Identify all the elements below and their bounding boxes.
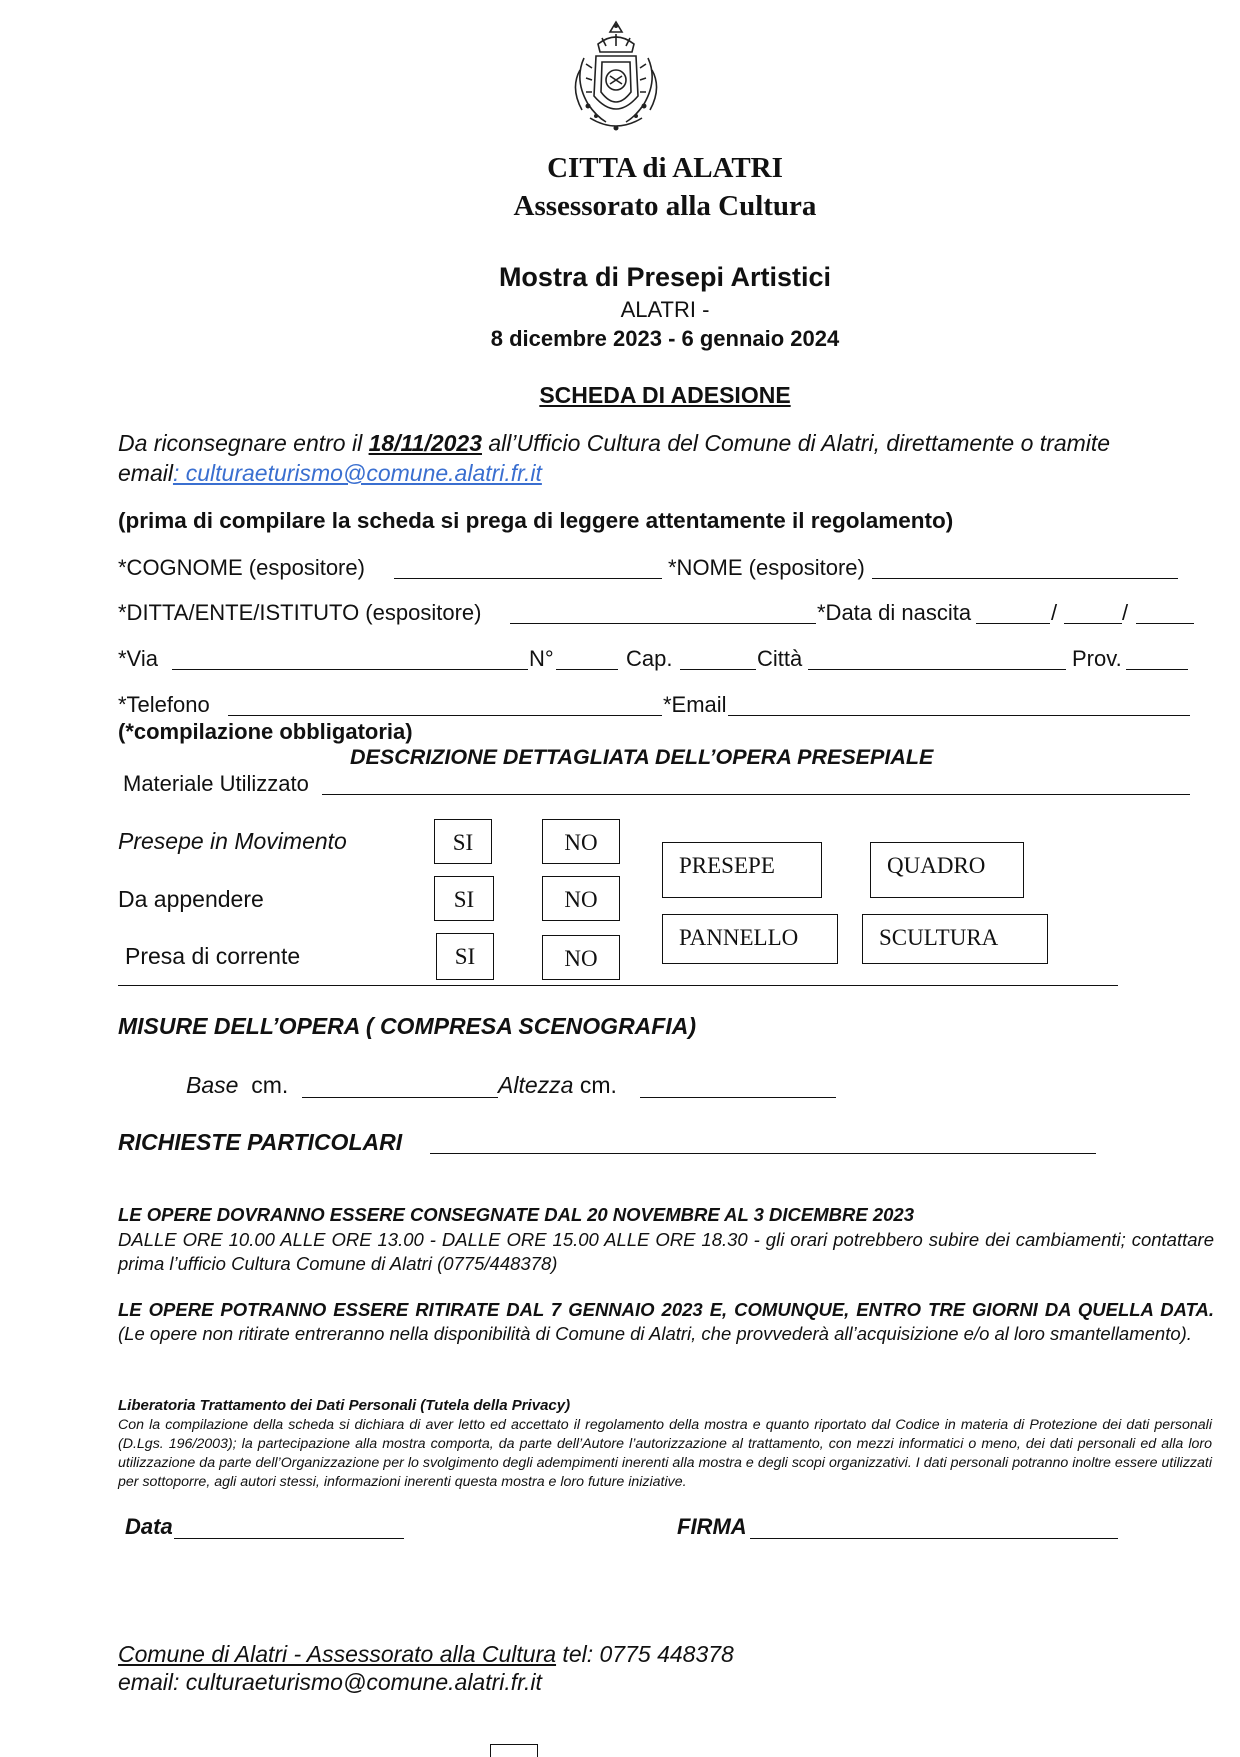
event-dates: 8 dicembre 2023 - 6 gennaio 2024 — [490, 326, 840, 351]
corrente-si-label: SI — [454, 944, 476, 969]
event-place: ALATRI - — [620, 297, 710, 322]
altezza-unit: cm. — [579, 1072, 617, 1098]
email-label: *Email — [663, 692, 727, 717]
base-unit: cm. — [251, 1072, 289, 1098]
separator-line — [118, 985, 1118, 986]
material-field[interactable] — [322, 794, 1190, 795]
intro-line-2 — [118, 460, 542, 487]
cap-label: Cap. — [626, 646, 673, 671]
privacy-title: Liberatoria Trattamento dei Dati Personali (Tutela della Privacy) — [118, 1397, 571, 1414]
corrente-no-label: NO — [564, 946, 598, 971]
footer-line-1 — [118, 1641, 734, 1668]
altezza-row — [498, 1072, 617, 1099]
description-title: DESCRIZIONE DETTAGLIATA DELL’OPERA PRESEPIALE — [350, 745, 934, 769]
intro-line-1 — [118, 430, 1110, 457]
delivery-text: DALLE ORE 10.00 ALLE ORE 13.00 - DALLE ORE 15.00 ALLE ORE 18.30 - gli orari potrebbero subire dei cambiamenti; contattare prima l’ufficio Cultura Comune di Alatri (0775/448378) — [118, 1229, 1214, 1274]
privacy-text: Con la compilazione della scheda si dichiara di aver letto ed accettato il regolamento della mostra e quanto riportato dal Codice in materia di Protezione dei dati personali (D.Lgs. 196/2003); la partecipazione alla mostra comporta, da parte dell’Autore l’autorizzazione al trattamento, con mezzi informatici o meno, dei dati personali ed alla loro utilizzazione da parte dell’Organizzazione per lo svolgimento degli adempimenti inerenti alla mostra e degli scopi organizzativi. I dati personali potranno inoltre essere utilizzati per sottoporre, agli autori stessi, informazioni inerenti questa mostra e loro future iniziative. — [118, 1417, 1212, 1490]
coat-of-arms-crest-icon — [566, 18, 666, 136]
footer-email: email: culturaeturismo@comune.alatri.fr.it — [118, 1669, 542, 1695]
form-title: SCHEDA DI ADESIONE — [539, 382, 791, 408]
nascita-day-field[interactable] — [976, 623, 1050, 624]
nascita-label: *Data di nascita — [817, 600, 972, 625]
type-pannello-box[interactable] — [662, 914, 838, 964]
corrente-no-box[interactable] — [542, 935, 620, 980]
intro-email-link[interactable]: : culturaeturismo@comune.alatri.fr.it — [172, 460, 542, 486]
cognome-field[interactable] — [394, 578, 662, 579]
numero-field[interactable] — [556, 669, 618, 670]
altezza-label: Altezza — [498, 1072, 574, 1098]
requests-field[interactable] — [430, 1153, 1096, 1154]
email-field[interactable] — [728, 715, 1190, 716]
appendere-label: Da appendere — [118, 886, 264, 912]
via-field[interactable] — [172, 669, 528, 670]
corrente-label: Presa di corrente — [125, 943, 301, 969]
intro-prefix: Da riconsegnare entro il — [118, 430, 369, 456]
type-scultura-label: SCULTURA — [879, 925, 999, 950]
date-slash-2: / — [1122, 600, 1129, 625]
firma-field[interactable] — [750, 1538, 1118, 1539]
type-pannello-label: PANNELLO — [679, 925, 799, 950]
base-field[interactable] — [302, 1097, 498, 1098]
mandatory-note: (*compilazione obbligatoria) — [118, 719, 413, 744]
movimento-si-label: SI — [452, 830, 474, 855]
type-scultura-box[interactable] — [862, 914, 1048, 964]
department-name: Assessorato alla Cultura — [513, 190, 817, 222]
nome-label: *NOME (espositore) — [668, 555, 865, 580]
appendere-no-box[interactable] — [542, 876, 620, 921]
corrente-si-box[interactable] — [436, 933, 494, 980]
base-label: Base — [186, 1072, 239, 1098]
data-field[interactable] — [174, 1538, 404, 1539]
type-quadro-box[interactable] — [870, 842, 1024, 898]
type-quadro-label: QUADRO — [887, 853, 986, 878]
prov-label: Prov. — [1072, 646, 1122, 671]
citta-field[interactable] — [808, 669, 1066, 670]
type-presepe-label: PRESEPE — [679, 853, 775, 878]
pickup-text: (Le opere non ritirate entreranno nella disponibilità di Comune di Alatri, che provvederà all’acquisizione e/o al loro smantellamento). — [118, 1323, 1192, 1344]
citta-label: Città — [757, 646, 803, 671]
appendere-no-label: NO — [564, 887, 598, 912]
prov-field[interactable] — [1126, 669, 1188, 670]
ditta-label: *DITTA/ENTE/ISTITUTO (espositore) — [118, 600, 482, 625]
data-label: Data — [125, 1514, 173, 1539]
telefono-label: *Telefono — [118, 692, 210, 717]
read-rules-note: (prima di compilare la scheda si prega di leggere attentamente il regolamento) — [118, 508, 954, 533]
pickup-title: LE OPERE POTRANNO ESSERE RITIRATE DAL 7 GENNAIO 2023 E, COMUNQUE, ENTRO TRE GIORNI DA QUELLA DATA. — [118, 1299, 1214, 1320]
date-slash-1: / — [1051, 600, 1058, 625]
appendere-si-box[interactable] — [434, 876, 494, 921]
movimento-si-box[interactable] — [434, 819, 492, 864]
city-name: CITTA di ALATRI — [547, 152, 783, 184]
ditta-field[interactable] — [510, 623, 816, 624]
intro-email-prefix: email — [118, 460, 173, 486]
requests-label: RICHIESTE PARTICOLARI — [118, 1129, 403, 1155]
type-presepe-box[interactable] — [662, 842, 822, 898]
movimento-label: Presepe in Movimento — [118, 828, 347, 854]
numero-label: N° — [529, 646, 554, 671]
delivery-title: LE OPERE DOVRANNO ESSERE CONSEGNATE DAL 20 NOVEMBRE AL 3 DICEMBRE 2023 — [118, 1204, 915, 1225]
cognome-label: *COGNOME (espositore) — [118, 555, 365, 580]
cap-field[interactable] — [680, 669, 756, 670]
telefono-field[interactable] — [228, 715, 662, 716]
appendere-si-label: SI — [453, 887, 475, 912]
altezza-field[interactable] — [640, 1097, 836, 1098]
intro-suffix: all’Ufficio Cultura del Comune di Alatri, direttamente o tramite — [481, 430, 1111, 456]
movimento-no-label: NO — [564, 830, 598, 855]
base-row — [186, 1072, 288, 1099]
movimento-no-box[interactable] — [542, 819, 620, 864]
via-label: *Via — [118, 646, 158, 671]
intro-deadline: 18/11/2023 — [368, 430, 482, 456]
footer-tel: tel: 0775 448378 — [556, 1641, 734, 1667]
nascita-year-field[interactable] — [1136, 623, 1194, 624]
event-title: Mostra di Presepi Artistici — [498, 262, 832, 292]
page-number-box — [490, 1744, 538, 1757]
footer-office: Comune di Alatri - Assessorato alla Cultura — [118, 1641, 557, 1667]
firma-label: FIRMA — [677, 1514, 747, 1539]
nome-field[interactable] — [872, 578, 1178, 579]
material-label: Materiale Utilizzato — [123, 771, 309, 796]
pickup-paragraph — [118, 1298, 1214, 1346]
nascita-month-field[interactable] — [1064, 623, 1122, 624]
measures-title: MISURE DELL’OPERA ( COMPRESA SCENOGRAFIA) — [118, 1013, 696, 1039]
